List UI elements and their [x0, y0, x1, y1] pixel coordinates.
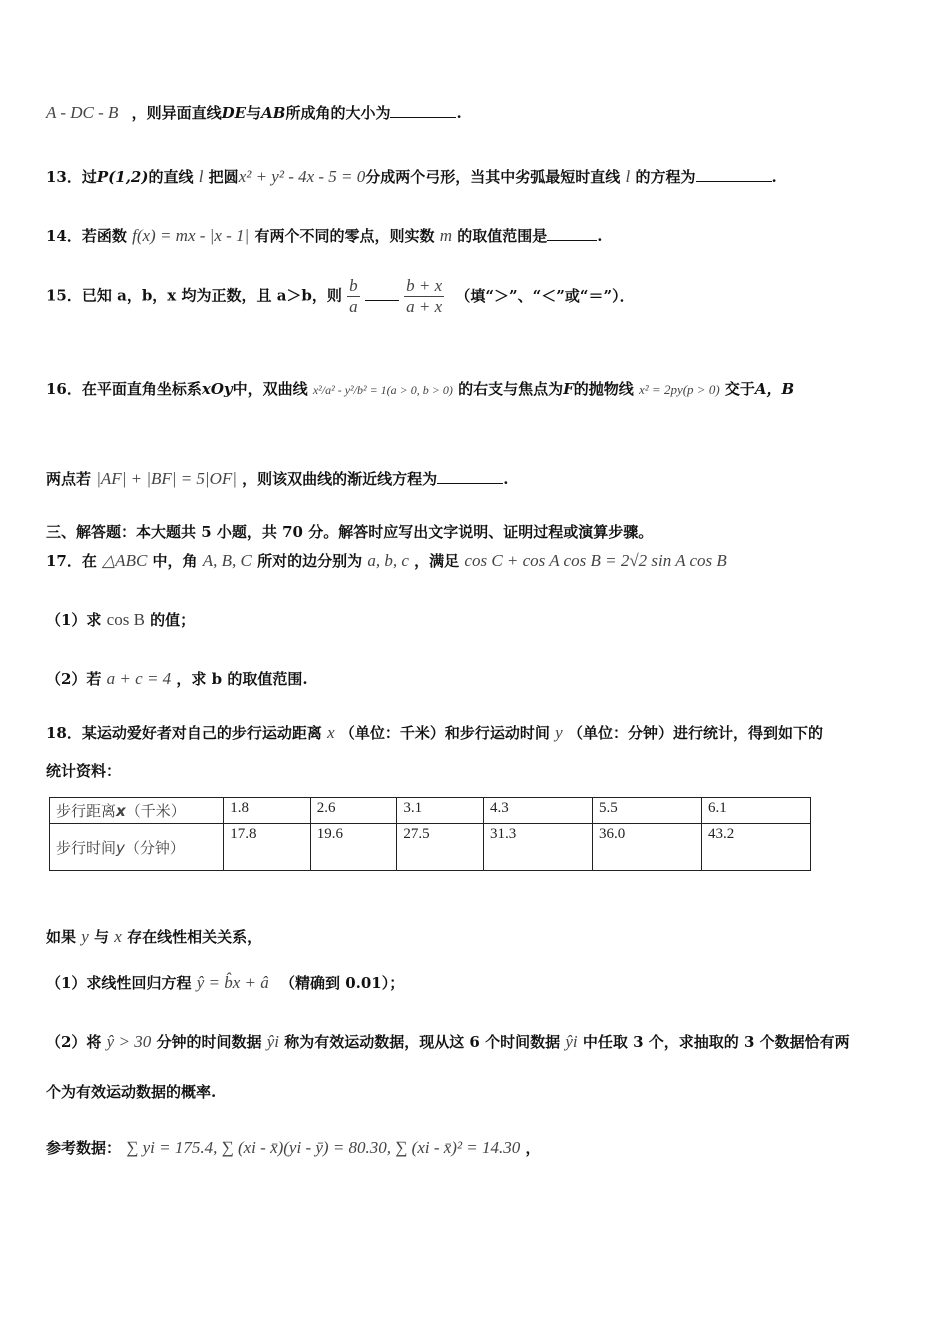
- q12-tail-line: [46, 102, 462, 123]
- table-row-time: [50, 824, 811, 871]
- q18-x: x: [327, 723, 335, 742]
- q14-line: [46, 225, 602, 246]
- q14-answer-blank[interactable]: [547, 226, 597, 241]
- q17-t1: 中，角: [152, 552, 198, 570]
- q14-period: .: [597, 227, 603, 245]
- q18-p2-yi: ŷi: [266, 1032, 279, 1051]
- q16-condition: |AF| + |BF| = 5|OF|: [96, 469, 237, 488]
- q13-num: 13．过: [46, 168, 97, 186]
- table-cell: 43.2: [701, 824, 810, 871]
- q17-sides: a, b, c: [367, 551, 409, 570]
- q13-l2: l: [625, 167, 631, 186]
- q18-p2-c: 称为有效运动数据，现从这 6 个时间数据: [284, 1033, 561, 1051]
- q16-hyperbola: x²/a² - y²/b² = 1(a > 0, b > 0): [312, 383, 453, 397]
- table-cell: 31.3: [483, 824, 592, 871]
- q13-period: .: [771, 168, 777, 186]
- q18-p2-d: 中任取 3 个，求抽取的 3 个数据恰有两: [582, 1033, 850, 1051]
- q15-fraction-1: [347, 276, 360, 317]
- q18-ref-label: 参考数据：: [46, 1139, 122, 1157]
- q12-period: .: [456, 104, 462, 122]
- q16-xoy: xOy: [201, 380, 233, 398]
- distance-label: 步行距离: [56, 802, 117, 820]
- q16-line1: [46, 378, 794, 399]
- q15-frac1-den: a: [349, 297, 358, 316]
- time-var: y: [116, 838, 125, 857]
- q13-t3: 分成两个弓形，当其中劣弧最短时直线: [365, 168, 621, 186]
- q18-p2-b: 分钟的时间数据: [156, 1033, 262, 1051]
- q17-p2-b: ，求 b 的取值范围.: [176, 670, 308, 688]
- q16-f: F: [563, 380, 574, 398]
- q18-line2: 统计资料：: [46, 762, 122, 780]
- q17-t2: 所对的边分别为: [257, 552, 363, 570]
- q18-p2-yi-2: ŷi: [565, 1032, 578, 1051]
- table-cell: 3.1: [397, 798, 484, 824]
- section-3-heading: 三、解答题：本大题共 5 小题，共 70 分。解答时应写出文字说明、证明过程或演算步骤。: [46, 523, 654, 541]
- time-label: 步行时间: [56, 838, 117, 857]
- q18-t2: （单位：分钟）进行统计，得到如下的: [567, 724, 823, 742]
- q18-p2-a: （2）将: [46, 1033, 102, 1051]
- q16-line2-start: 两点若: [46, 470, 92, 488]
- q13-point: P(1,2): [96, 168, 149, 186]
- q17-line: [46, 550, 727, 571]
- q16-t3: 的抛物线: [573, 380, 634, 398]
- q17-equation: cos C + cos A cos B = 2√2 sin A cos B: [464, 551, 727, 570]
- q17-p2-a: （2）若: [46, 670, 102, 688]
- table-cell: 2.6: [310, 798, 397, 824]
- q16-line2: [46, 468, 508, 489]
- q17-angles: A, B, C: [202, 551, 252, 570]
- q16-answer-blank[interactable]: [437, 469, 503, 484]
- table-cell: 1.8: [224, 798, 311, 824]
- q13-l: l: [198, 167, 204, 186]
- q18-reference-data: [46, 1137, 541, 1158]
- time-unit: （分钟）: [124, 838, 185, 857]
- table-cell: 19.6: [310, 824, 397, 871]
- table-cell: 5.5: [592, 798, 701, 824]
- table-cell: 27.5: [397, 824, 484, 871]
- q18-p1-b: （精确到 0.01）；: [279, 974, 405, 992]
- table-cell: 6.1: [701, 798, 810, 824]
- q18-data-table: [49, 797, 811, 871]
- table-row-distance: [50, 798, 811, 824]
- q17-p1-math: cos B: [106, 610, 145, 629]
- q13-answer-blank[interactable]: [696, 167, 772, 182]
- q18-p1-equation: ŷ = b̂x + â: [196, 973, 269, 992]
- q18-num: 18．某运动爱好者对自己的步行运动距离: [46, 724, 322, 742]
- q16-t4: 交于: [724, 380, 755, 398]
- q18-after-x: x: [114, 927, 122, 946]
- q16-line2-end: ，则该双曲线的渐近线方程为: [242, 470, 438, 488]
- q18-after3: 存在线性相关关系，: [127, 928, 263, 946]
- q17-part1: [46, 609, 195, 630]
- q18-p2-condition: ŷ > 30: [106, 1032, 152, 1051]
- q17-p1-a: （1）求: [46, 611, 102, 629]
- q14-m: m: [439, 226, 452, 245]
- q17-triangle: △ABC: [102, 551, 148, 570]
- q18-line1: [46, 722, 823, 743]
- q16-t2: 的右支与焦点为: [458, 380, 564, 398]
- q12-ab: AB: [261, 104, 286, 122]
- q18-after-table: [46, 926, 262, 947]
- q16-ab: A，B: [754, 380, 795, 398]
- q17-part2: [46, 668, 308, 689]
- q15-fraction-2: [404, 276, 444, 317]
- q18-y: y: [555, 723, 563, 742]
- q18-ref-end: ，: [525, 1139, 541, 1157]
- q18-part1: [46, 972, 404, 993]
- q18-t1: （单位：千米）和步行运动时间: [339, 724, 550, 742]
- q12-mid: 与: [246, 104, 262, 122]
- q15-frac1-num: b: [349, 276, 358, 295]
- q17-p2-math: a + c = 4: [106, 669, 172, 688]
- q16-parabola: x² = 2py(p > 0): [639, 382, 720, 397]
- table-cell: 17.8: [224, 824, 311, 871]
- distance-unit: （千米）: [125, 802, 186, 820]
- distance-var: x: [116, 802, 126, 820]
- q13-line: [46, 166, 777, 187]
- q16-num: 16．在平面直角坐标系: [46, 380, 202, 398]
- q18-ref-math: ∑ yi = 175.4, ∑ (xi - x̄)(yi - ȳ) = 80.30, ∑ (xi - x̄)² = 14.30: [126, 1138, 521, 1157]
- table-head-distance: [50, 798, 224, 824]
- q14-function: f(x) = mx - |x - 1|: [132, 226, 250, 245]
- q12-text: ，则异面直线: [131, 104, 222, 122]
- q18-after-y: y: [81, 927, 89, 946]
- table-head-time: [50, 824, 224, 871]
- q12-end: 所成角的大小为: [285, 104, 391, 122]
- q14-num: 14．若函数: [46, 227, 127, 245]
- q15-text: 15．已知 a，b，x 均为正数，且 a＞b，则: [46, 286, 342, 305]
- q15-tail: （填“＞”、“＜”或“＝”）．: [455, 286, 635, 305]
- q18-p1-a: （1）求线性回归方程: [46, 974, 192, 992]
- q17-p1-b: 的值；: [150, 611, 196, 629]
- q18-part2-line2: 个为有效运动数据的概率.: [46, 1083, 217, 1101]
- q16-period: .: [503, 470, 509, 488]
- q13-t4: 的方程为: [635, 168, 696, 186]
- q17-t3: ，满足: [414, 552, 460, 570]
- q15-frac2-num: b + x: [406, 276, 443, 295]
- q12-de: DE: [221, 104, 247, 122]
- q17-num: 17．在: [46, 552, 97, 570]
- table-cell: 36.0: [592, 824, 701, 871]
- q14-t1: 有两个不同的零点，则实数: [254, 227, 435, 245]
- q13-circle-equation: x² + y² - 4x - 5 = 0: [238, 167, 366, 186]
- q18-part2: [46, 1031, 850, 1052]
- q15-line: [46, 276, 635, 317]
- q12-answer-blank[interactable]: [390, 103, 456, 118]
- table-cell: 4.3: [483, 798, 592, 824]
- q15-frac2-den: a + x: [406, 297, 443, 316]
- q18-after1: 如果: [46, 928, 77, 946]
- q13-t1: 的直线: [148, 168, 194, 186]
- q14-t2: 的取值范围是: [457, 227, 548, 245]
- q16-t1: 中，双曲线: [232, 380, 308, 398]
- q12-dihedral-math: A - DC - B: [46, 103, 119, 122]
- q13-t2: 把圆: [208, 168, 239, 186]
- q18-after2: 与: [94, 928, 110, 946]
- q15-answer-blank[interactable]: [365, 286, 399, 301]
